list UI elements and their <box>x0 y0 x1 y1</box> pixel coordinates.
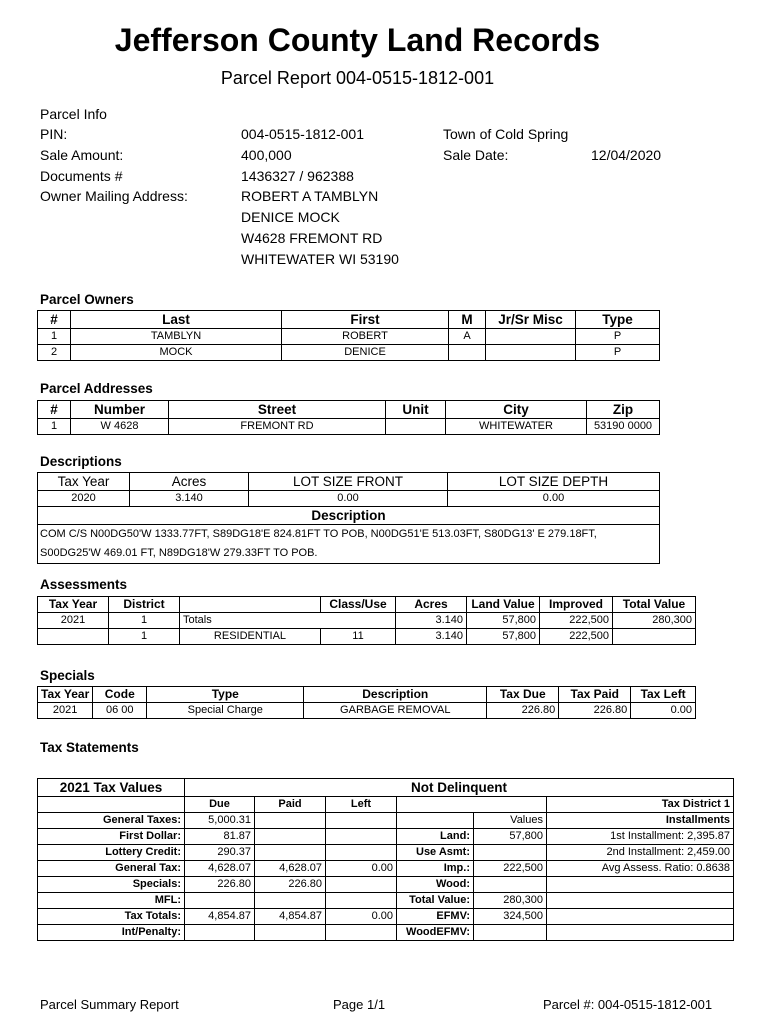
table-row <box>38 491 660 507</box>
values-label: Values <box>510 814 543 826</box>
specials-col-header: Type <box>147 687 304 703</box>
sale-date-value: 12/04/2020 <box>591 147 662 163</box>
tax-row-label: Int/Penalty: <box>38 925 185 941</box>
owner-address-line: WHITEWATER WI 53190 <box>241 251 399 267</box>
owners-col-header: First <box>282 311 449 329</box>
value-label-cell: WoodEFMV: <box>397 925 474 941</box>
installment-cell <box>547 925 734 941</box>
specials-col-header: Tax Year <box>38 687 93 703</box>
assessment-cell: 3.140 <box>396 613 467 629</box>
descriptions-col-header: Acres <box>130 473 249 491</box>
delinquency-status: Not Delinquent <box>185 779 734 797</box>
specials-table <box>37 686 696 719</box>
owner-cell <box>486 345 576 361</box>
address-cell: 1 <box>38 419 71 435</box>
owner-cell: MOCK <box>71 345 282 361</box>
installments-label: Installments <box>547 813 734 829</box>
tax-due-cell <box>185 925 255 941</box>
tax-paid-cell <box>255 925 326 941</box>
assessment-cell: 11 <box>321 629 396 645</box>
owner-cell: 1 <box>38 329 71 345</box>
specials-col-header: Tax Due <box>487 687 559 703</box>
sale-amount-value: 400,000 <box>241 147 292 163</box>
specials-col-header: Description <box>304 687 487 703</box>
tax-values-title: 2021 Tax Values <box>38 779 185 797</box>
tax-row-label: General Tax: <box>38 861 185 877</box>
addresses-col-header: Number <box>71 401 169 419</box>
owners-col-header: # <box>38 311 71 329</box>
value-cell <box>474 877 547 893</box>
footer-parcel-number: Parcel #: 004-0515-1812-001 <box>543 997 713 1012</box>
tax-statements-heading: Tax Statements <box>40 740 139 755</box>
description-cell: 2020 <box>38 491 130 507</box>
documents-value: 1436327 / 962388 <box>241 168 354 184</box>
parcel-info-heading: Parcel Info <box>40 106 107 122</box>
pin-label: PIN: <box>40 126 68 142</box>
addresses-col-header: # <box>38 401 71 419</box>
tax-left-cell <box>326 925 397 941</box>
legal-description-line: S00DG25'W 469.01 FT, N89DG18'W 279.33FT TO POB. <box>40 547 318 559</box>
table-row <box>38 419 660 435</box>
special-cell: 06 00 <box>93 703 147 719</box>
value-cell: 222,500 <box>474 861 547 877</box>
tax-paid-cell: 4,854.87 <box>255 909 326 925</box>
tax-paid-cell <box>255 893 326 909</box>
owner-address-label: Owner Mailing Address: <box>40 188 188 204</box>
descriptions-table <box>37 472 660 564</box>
address-cell: 53190 0000 <box>587 419 660 435</box>
special-cell: 0.00 <box>631 703 696 719</box>
tax-left-cell <box>326 829 397 845</box>
addresses-col-header: Street <box>169 401 386 419</box>
assessment-cell: 222,500 <box>540 629 613 645</box>
tax-row-label: General Taxes: <box>38 813 185 829</box>
addresses-heading: Parcel Addresses <box>40 381 153 396</box>
owners-col-header: M <box>449 311 486 329</box>
owners-col-header: Type <box>576 311 660 329</box>
value-label-cell: Use Asmt: <box>397 845 474 861</box>
value-cell <box>474 925 547 941</box>
assessments-col-header: Land Value <box>467 597 540 613</box>
tax-left-cell: 0.00 <box>326 861 397 877</box>
special-cell: 226.80 <box>559 703 631 719</box>
installment-cell <box>547 893 734 909</box>
tax-left-cell <box>326 813 397 829</box>
value-label-cell: Imp.: <box>397 861 474 877</box>
assessment-cell: 280,300 <box>613 613 696 629</box>
tax-due-cell: 81.87 <box>185 829 255 845</box>
assessments-col-header: Tax Year <box>38 597 109 613</box>
tax-col-header: Left <box>326 797 397 813</box>
owner-cell: P <box>576 329 660 345</box>
assessment-cell: 3.140 <box>396 629 467 645</box>
footer-page-number: Page 1/1 <box>333 997 386 1012</box>
description-label: Description <box>38 507 660 525</box>
assessment-cell: 2021 <box>38 613 109 629</box>
tax-values-table <box>37 778 734 941</box>
documents-label: Documents # <box>40 168 123 184</box>
assessment-cell: 1 <box>109 613 180 629</box>
owner-cell: ROBERT <box>282 329 449 345</box>
page-subtitle: Parcel Report 004-0515-1812-001 <box>220 68 495 88</box>
assessments-col-header: Class/Use <box>321 597 396 613</box>
owner-cell <box>486 329 576 345</box>
addresses-col-header: Zip <box>587 401 660 419</box>
tax-due-cell <box>185 893 255 909</box>
tax-paid-cell <box>255 813 326 829</box>
assessments-table <box>37 596 696 645</box>
values-col-header <box>474 813 547 829</box>
special-cell: 2021 <box>38 703 93 719</box>
value-label-cell: Total Value: <box>397 893 474 909</box>
assessment-cell: Totals <box>180 613 396 629</box>
installment-cell: 2nd Installment: 2,459.00 <box>547 845 734 861</box>
owner-cell: DENICE <box>282 345 449 361</box>
address-cell <box>386 419 446 435</box>
specials-col-header: Code <box>93 687 147 703</box>
owners-heading: Parcel Owners <box>40 292 134 307</box>
owner-cell: A <box>449 329 486 345</box>
tax-paid-cell: 4,628.07 <box>255 861 326 877</box>
description-cell: 0.00 <box>448 491 660 507</box>
owners-table <box>37 310 660 361</box>
special-cell: GARBAGE REMOVAL <box>304 703 487 719</box>
owner-address-line: DENICE MOCK <box>241 209 340 225</box>
addresses-col-header: City <box>446 401 587 419</box>
tax-left-cell: 0.00 <box>326 909 397 925</box>
assessment-cell: 1 <box>109 629 180 645</box>
installment-cell <box>547 909 734 925</box>
tax-row-label: Tax Totals: <box>38 909 185 925</box>
installment-cell <box>547 877 734 893</box>
town-value: Town of Cold Spring <box>443 126 569 142</box>
owner-cell: TAMBLYN <box>71 329 282 345</box>
specials-col-header: Tax Paid <box>559 687 631 703</box>
address-cell: FREMONT RD <box>169 419 386 435</box>
table-row <box>38 345 660 361</box>
descriptions-col-header: LOT SIZE FRONT <box>249 473 448 491</box>
sale-amount-label: Sale Amount: <box>40 147 124 163</box>
owner-address-line: ROBERT A TAMBLYN <box>241 188 379 204</box>
tax-row-label: First Dollar: <box>38 829 185 845</box>
owner-cell: 2 <box>38 345 71 361</box>
description-cell: 0.00 <box>249 491 448 507</box>
descriptions-col-header: Tax Year <box>38 473 130 491</box>
special-cell: Special Charge <box>147 703 304 719</box>
tax-row-label: Lottery Credit: <box>38 845 185 861</box>
installment-cell: Avg Assess. Ratio: 0.8638 <box>547 861 734 877</box>
assessments-col-header <box>180 597 321 613</box>
owners-col-header: Last <box>71 311 282 329</box>
tax-row-label: MFL: <box>38 893 185 909</box>
installment-cell: 1st Installment: 2,395.87 <box>547 829 734 845</box>
tax-row-label: Specials: <box>38 877 185 893</box>
tax-paid-cell <box>255 845 326 861</box>
pin-value: 004-0515-1812-001 <box>241 126 364 142</box>
tax-due-cell: 4,628.07 <box>185 861 255 877</box>
assessments-col-header: Improved <box>540 597 613 613</box>
tax-left-cell <box>326 845 397 861</box>
descriptions-col-header: LOT SIZE DEPTH <box>448 473 660 491</box>
owner-cell <box>449 345 486 361</box>
legal-description-line: COM C/S N00DG50'W 1333.77FT, S89DG18'E 824.81FT TO POB, N00DG51'E 513.03FT, S80DG13' E 279.18FT, <box>40 528 597 540</box>
special-cell: 226.80 <box>487 703 559 719</box>
assessment-cell <box>613 629 696 645</box>
address-cell: W 4628 <box>71 419 169 435</box>
sale-date-label: Sale Date: <box>443 147 509 163</box>
tax-col-header: Paid <box>255 797 326 813</box>
table-row <box>38 629 696 645</box>
specials-heading: Specials <box>40 668 95 683</box>
assessment-cell: 222,500 <box>540 613 613 629</box>
assessment-cell: 57,800 <box>467 629 540 645</box>
assessments-heading: Assessments <box>40 577 128 592</box>
assessments-col-header: Total Value <box>613 597 696 613</box>
assessments-col-header: District <box>109 597 180 613</box>
assessment-cell: RESIDENTIAL <box>180 629 321 645</box>
tax-due-cell: 5,000.31 <box>185 813 255 829</box>
address-cell: WHITEWATER <box>446 419 587 435</box>
tax-paid-cell: 226.80 <box>255 877 326 893</box>
table-row <box>38 613 696 629</box>
description-cell: 3.140 <box>130 491 249 507</box>
legal-description <box>38 525 660 564</box>
tax-col-header: Due <box>185 797 255 813</box>
tax-paid-cell <box>255 829 326 845</box>
page-title: Jefferson County Land Records <box>114 22 601 58</box>
table-row <box>38 703 696 719</box>
owner-address-line: W4628 FREMONT RD <box>241 230 383 246</box>
owners-col-header: Jr/Sr Misc <box>486 311 576 329</box>
tax-due-cell: 290.37 <box>185 845 255 861</box>
descriptions-heading: Descriptions <box>40 454 122 469</box>
value-cell: 280,300 <box>474 893 547 909</box>
specials-col-header: Tax Left <box>631 687 696 703</box>
value-label-cell: Land: <box>397 829 474 845</box>
addresses-col-header: Unit <box>386 401 446 419</box>
value-label-cell <box>397 813 474 829</box>
tax-left-cell <box>326 877 397 893</box>
assessment-cell <box>38 629 109 645</box>
value-cell: 57,800 <box>474 829 547 845</box>
tax-district-label: Tax District 1 <box>547 797 734 813</box>
tax-due-cell: 4,854.87 <box>185 909 255 925</box>
tax-left-cell <box>326 893 397 909</box>
value-label-cell: EFMV: <box>397 909 474 925</box>
assessments-col-header: Acres <box>396 597 467 613</box>
table-row <box>38 329 660 345</box>
value-cell <box>474 845 547 861</box>
owner-cell: P <box>576 345 660 361</box>
assessment-cell: 57,800 <box>467 613 540 629</box>
value-label-cell: Wood: <box>397 877 474 893</box>
value-cell: 324,500 <box>474 909 547 925</box>
footer-report-name: Parcel Summary Report <box>40 997 179 1012</box>
addresses-table <box>37 400 660 435</box>
tax-due-cell: 226.80 <box>185 877 255 893</box>
